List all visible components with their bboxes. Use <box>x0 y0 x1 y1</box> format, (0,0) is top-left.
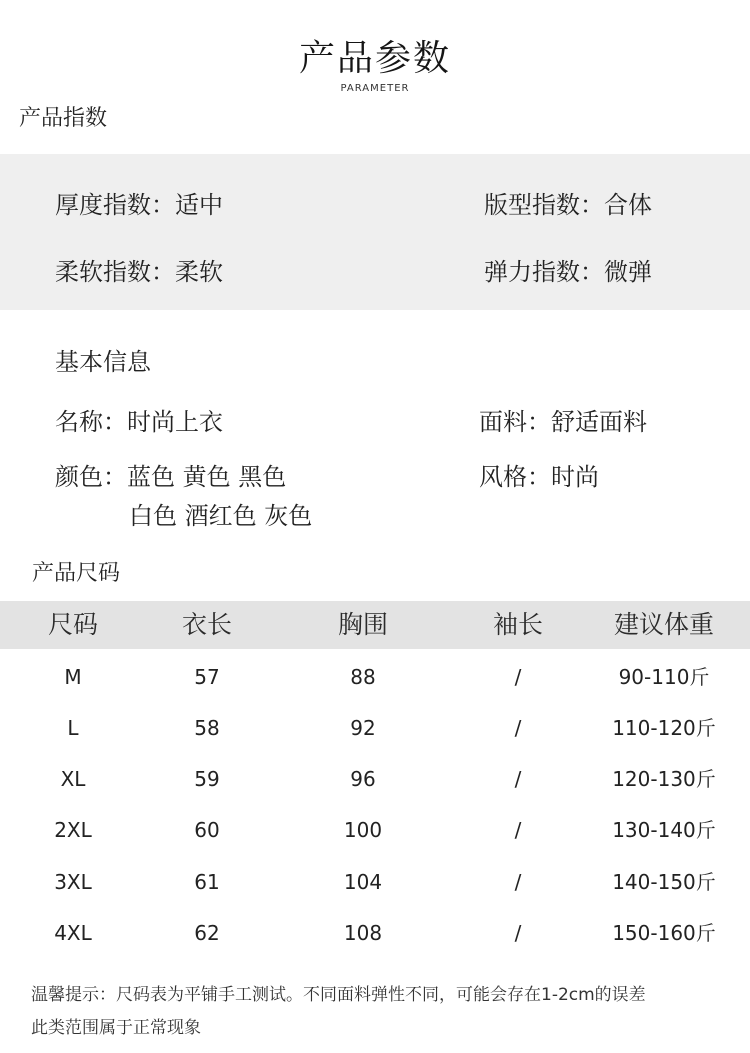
cell-length: 57 <box>194 665 220 689</box>
column-header-size: 尺码 <box>47 610 98 639</box>
cell-chest: 104 <box>343 870 383 894</box>
column-header-sleeve: 袖长 <box>492 610 543 639</box>
info-style: 风格：时尚 <box>479 463 599 491</box>
cell-weight: 140-150斤 <box>612 870 716 894</box>
section-label-index: 产品指数 <box>19 106 108 131</box>
table-row <box>0 805 750 856</box>
index-thickness: 厚度指数：适中 <box>55 191 223 219</box>
column-header-length: 衣长 <box>181 610 232 639</box>
cell-sleeve: / <box>514 870 522 894</box>
cell-length: 59 <box>194 767 220 791</box>
index-softness: 柔软指数：柔软 <box>55 258 223 286</box>
info-colors: 颜色：蓝色 黄色 黑色 <box>55 463 287 491</box>
table-row <box>0 857 750 908</box>
cell-sleeve: / <box>514 921 522 945</box>
table-row <box>0 652 750 703</box>
info-colors-continued: 白色 酒红色 灰色 <box>129 502 313 530</box>
cell-sleeve: / <box>514 716 522 740</box>
page-title: 产品参数 <box>298 38 451 79</box>
cell-length: 61 <box>194 870 220 894</box>
cell-weight: 120-130斤 <box>612 767 716 791</box>
cell-weight: 90-110斤 <box>618 665 710 689</box>
table-row <box>0 754 750 805</box>
cell-size: M <box>64 665 82 689</box>
cell-size: 4XL <box>54 921 92 945</box>
table-row <box>0 908 750 959</box>
table-row <box>0 703 750 754</box>
size-note-continued: 此类范围属于正常现象 <box>31 1018 201 1038</box>
cell-weight: 110-120斤 <box>612 716 716 740</box>
cell-length: 62 <box>194 921 220 945</box>
info-name: 名称：时尚上衣 <box>55 408 223 436</box>
size-note: 温馨提示：尺码表为平铺手工测试。不同面料弹性不同，可能会存在1-2cm的误差 <box>31 985 646 1005</box>
cell-chest: 88 <box>350 665 376 689</box>
cell-size: 3XL <box>54 870 92 894</box>
cell-sleeve: / <box>514 767 522 791</box>
size-table-header <box>0 601 750 649</box>
cell-size: XL <box>60 767 86 791</box>
cell-sleeve: / <box>514 665 522 689</box>
cell-length: 58 <box>194 716 220 740</box>
page-subtitle: PARAMETER <box>340 83 410 94</box>
section-label-basic-info: 基本信息 <box>55 348 151 376</box>
cell-weight: 130-140斤 <box>612 818 716 842</box>
cell-sleeve: / <box>514 818 522 842</box>
cell-chest: 108 <box>343 921 383 945</box>
section-label-size: 产品尺码 <box>32 561 121 586</box>
column-header-chest: 胸围 <box>337 610 388 639</box>
cell-size: 2XL <box>54 818 92 842</box>
cell-chest: 92 <box>350 716 376 740</box>
cell-chest: 100 <box>343 818 383 842</box>
cell-weight: 150-160斤 <box>612 921 716 945</box>
info-fabric: 面料：舒适面料 <box>479 408 647 436</box>
cell-chest: 96 <box>350 767 376 791</box>
index-fit: 版型指数：合体 <box>484 191 652 219</box>
column-header-weight: 建议体重 <box>613 610 714 639</box>
index-elasticity: 弹力指数：微弹 <box>484 258 652 286</box>
cell-size: L <box>67 716 79 740</box>
cell-length: 60 <box>194 818 220 842</box>
